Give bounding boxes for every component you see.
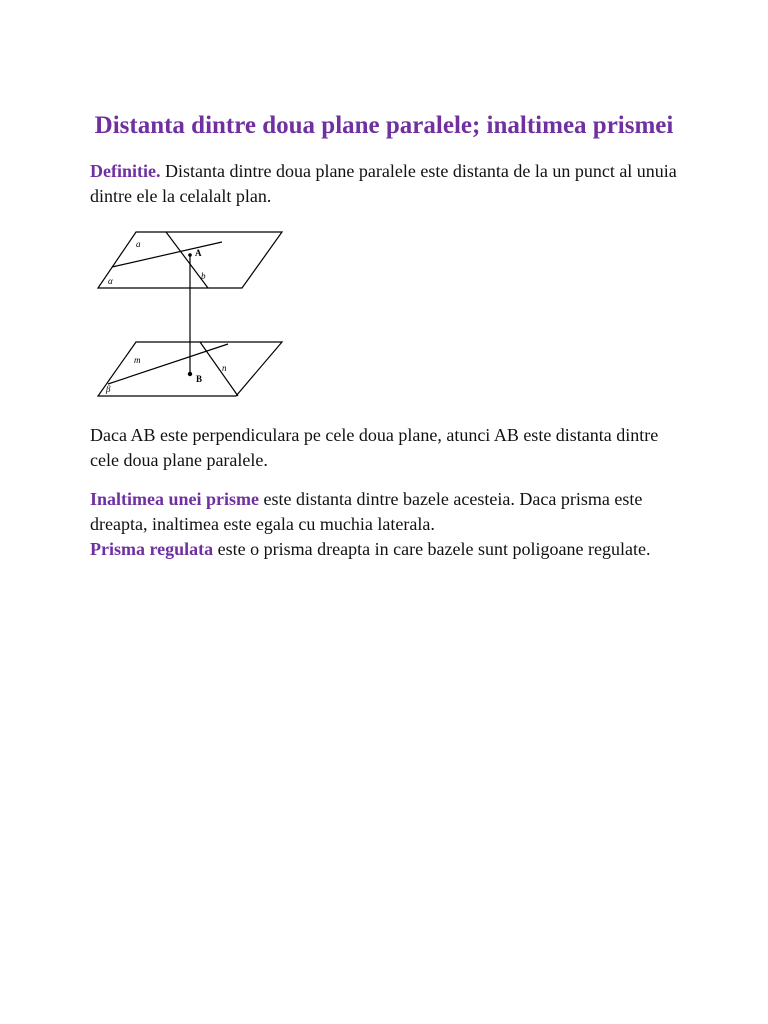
prism-height-label: Inaltimea unei prisme <box>90 489 259 509</box>
label-line-a: a <box>136 239 141 249</box>
regular-prism-label: Prisma regulata <box>90 539 214 559</box>
regular-prism-text: este o prisma dreapta in care bazele sunt poligoane regulate. <box>213 539 651 559</box>
parallel-planes-diagram <box>88 222 298 402</box>
point-b-dot <box>188 372 192 376</box>
line-m <box>108 344 228 384</box>
label-plane-alpha: α <box>108 276 113 286</box>
label-plane-beta: β <box>106 384 111 394</box>
label-line-b: b <box>201 271 206 281</box>
line-a <box>112 242 222 267</box>
prism-height-text: este distanta dintre bazele acesteia. Daca prisma este dreapta, inaltimea este egala cu muchia laterala. <box>90 489 643 534</box>
label-point-a: A <box>195 248 202 258</box>
label-line-m: m <box>134 355 141 365</box>
point-a-dot <box>188 253 192 257</box>
line-n <box>200 342 238 396</box>
label-point-b: B <box>196 374 203 384</box>
definition-paragraph <box>90 159 690 209</box>
page-title: Distanta dintre doua plane paralele; inaltimea prismei <box>94 112 674 139</box>
perpendicular-paragraph: Daca AB este perpendiculara pe cele doua plane, atunci AB este distanta dintre cele doua plane paralele. <box>90 425 659 470</box>
prism-paragraph <box>90 487 690 562</box>
definition-label: Definitie. <box>90 161 161 181</box>
definition-text: Distanta dintre doua plane paralele este distanta de la un punct al unuia dintre ele la celalalt plan. <box>90 161 677 206</box>
label-line-n: n <box>222 363 227 373</box>
